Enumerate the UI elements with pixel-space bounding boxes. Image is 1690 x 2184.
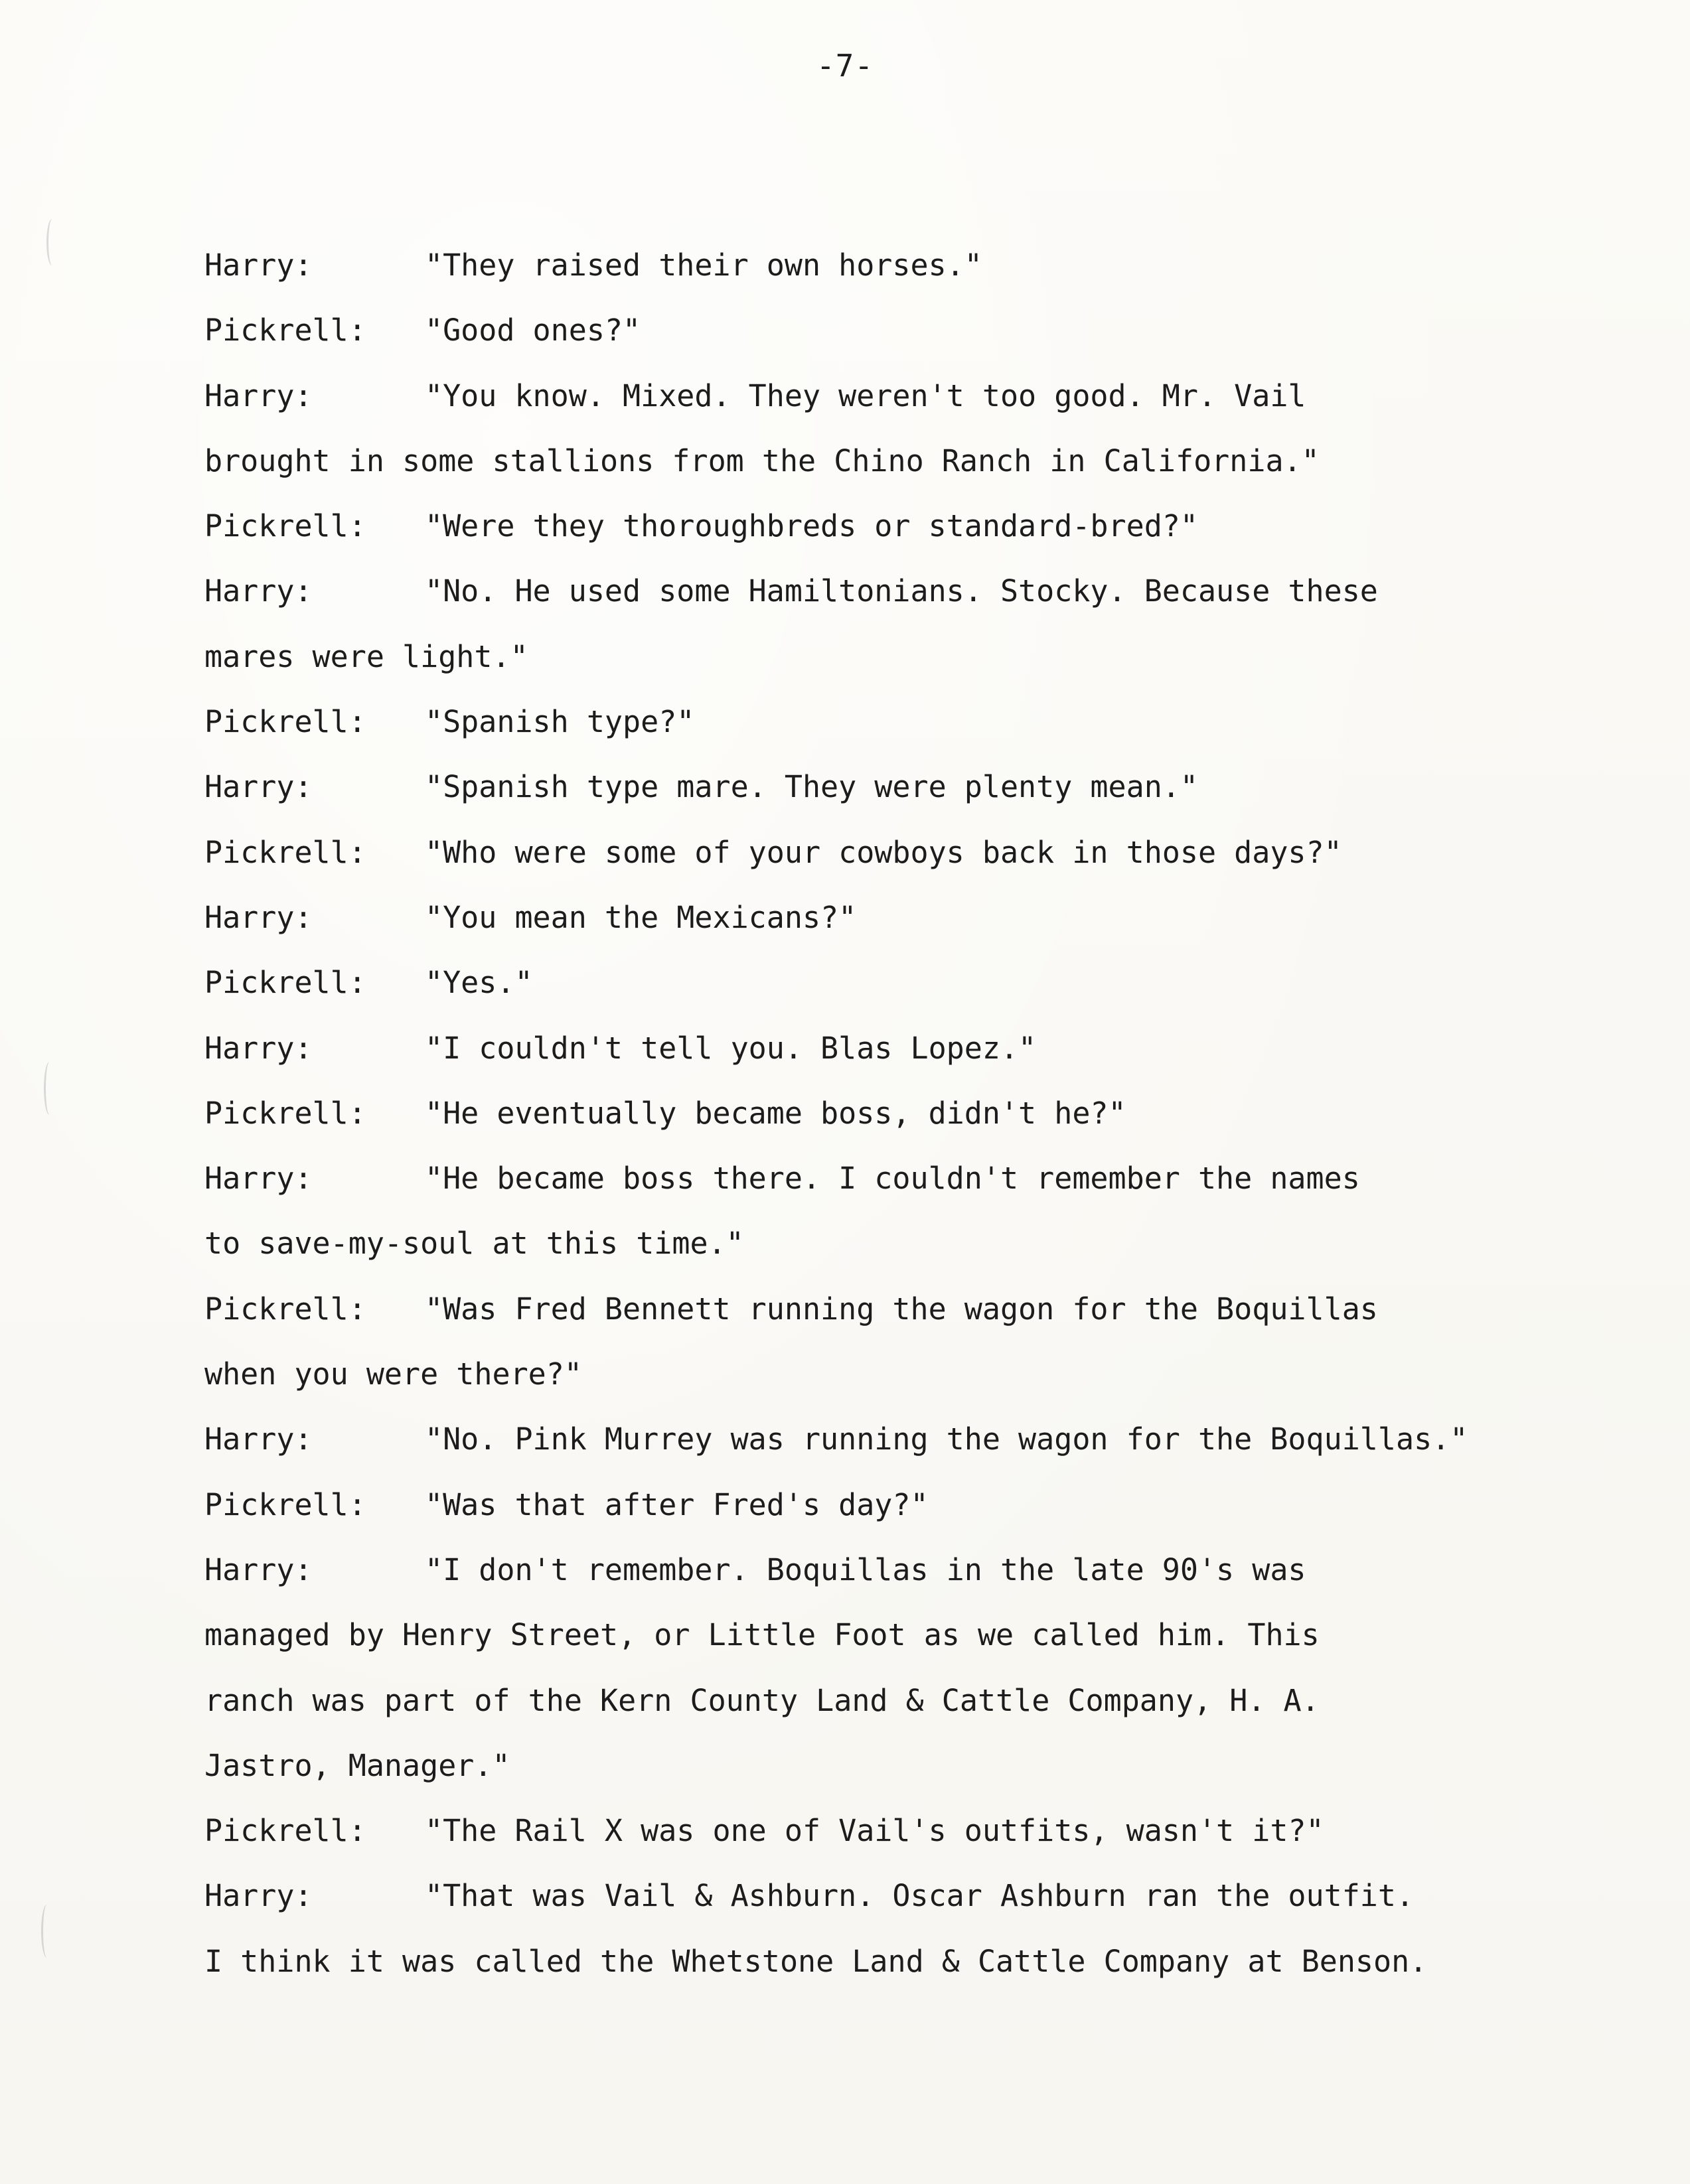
transcript-line [204, 1619, 1652, 1684]
speaker-label: Harry: [204, 1030, 313, 1066]
transcript-line [204, 1554, 1652, 1619]
line-text: "That was Vail & Ashburn. Oscar Ashburn ran the outfit. [425, 1878, 1415, 1914]
speaker-label: Harry: [204, 1161, 313, 1197]
speaker-label: Pickrell: [204, 834, 366, 870]
speaker-label: Harry: [204, 899, 313, 935]
speaker-label: Pickrell: [204, 1291, 366, 1327]
transcript-line [204, 380, 1652, 445]
paper-edge-mark [41, 1905, 52, 1958]
transcript-line [204, 1879, 1652, 1944]
line-text: "No. Pink Murrey was running the wagon for the Boquillas." [425, 1421, 1468, 1457]
paper-edge-mark [46, 219, 58, 265]
line-text: when you were there?" [204, 1356, 582, 1392]
speaker-label: Pickrell: [204, 1813, 366, 1849]
line-text: "Spanish type mare. They were plenty mean." [425, 769, 1198, 805]
transcript-line [204, 1358, 1652, 1423]
speaker-label: Pickrell: [204, 1095, 366, 1131]
speaker-label: Harry: [204, 769, 313, 805]
transcript-line [204, 1749, 1652, 1814]
speaker-label: Pickrell: [204, 704, 366, 740]
transcript-line [204, 445, 1652, 510]
line-text: mares were light." [204, 638, 528, 674]
line-text: "Good ones?" [425, 313, 641, 348]
line-text: to save-my-soul at this time." [204, 1226, 744, 1262]
line-text: "Yes." [425, 965, 533, 1001]
speaker-label: Harry: [204, 248, 313, 283]
speaker-label: Harry: [204, 1552, 313, 1587]
paper-edge-mark [44, 1062, 55, 1115]
line-text: "The Rail X was one of Vail's outfits, wasn't it?" [425, 1813, 1324, 1849]
transcript-line [204, 1162, 1652, 1227]
transcript-line [204, 836, 1652, 901]
speaker-label: Pickrell: [204, 313, 366, 348]
line-text: I think it was called the Whetstone Land & Cattle Company at Benson. [204, 1943, 1428, 1979]
line-text: "They raised their own horses." [425, 248, 982, 283]
speaker-label: Harry: [204, 378, 313, 413]
speaker-label: Pickrell: [204, 508, 366, 544]
line-text: "Was that after Fred's day?" [425, 1487, 929, 1522]
transcript-line [204, 575, 1652, 640]
line-text: "Was Fred Bennett running the wagon for the Boquillas [425, 1291, 1378, 1327]
transcript-line [204, 1097, 1652, 1162]
speaker-label: Pickrell: [204, 965, 366, 1001]
transcript-line [204, 901, 1652, 966]
transcript-line [204, 1293, 1652, 1358]
line-text: "Who were some of your cowboys back in those days?" [425, 834, 1342, 870]
transcript-line [204, 1684, 1652, 1749]
line-text: brought in some stallions from the Chino Ranch in California." [204, 443, 1320, 478]
line-text: "Spanish type?" [425, 704, 695, 740]
line-text: "You know. Mixed. They weren't too good. Mr. Vail [425, 378, 1306, 413]
line-text: Jastro, Manager." [204, 1747, 510, 1783]
transcript-line [204, 966, 1652, 1031]
speaker-label: Harry: [204, 1878, 313, 1914]
transcript-line [204, 1032, 1652, 1097]
line-text: managed by Henry Street, or Little Foot as we called him. This [204, 1617, 1320, 1653]
speaker-label: Harry: [204, 573, 313, 609]
line-text: "No. He used some Hamiltonians. Stocky. Because these [425, 573, 1378, 609]
page-number: -7- [816, 48, 874, 84]
transcript-line [204, 314, 1652, 379]
transcript-line [204, 640, 1652, 705]
transcript-line [204, 1945, 1652, 2010]
transcript-line [204, 705, 1652, 770]
speaker-label: Pickrell: [204, 1487, 366, 1522]
interview-transcript [204, 249, 1652, 2010]
transcript-line [204, 249, 1652, 314]
transcript-line [204, 1489, 1652, 1554]
line-text: "You mean the Mexicans?" [425, 899, 857, 935]
transcript-line [204, 770, 1652, 836]
speaker-label: Harry: [204, 1421, 313, 1457]
line-text: "I couldn't tell you. Blas Lopez." [425, 1030, 1037, 1066]
line-text: ranch was part of the Kern County Land & Cattle Company, H. A. [204, 1682, 1320, 1718]
line-text: "I don't remember. Boquillas in the late 90's was [425, 1552, 1306, 1587]
transcript-line [204, 1227, 1652, 1292]
transcript-line [204, 1814, 1652, 1879]
transcript-line [204, 1423, 1652, 1488]
line-text: "He eventually became boss, didn't he?" [425, 1095, 1126, 1131]
line-text: "Were they thoroughbreds or standard-bred?" [425, 508, 1198, 544]
transcript-line [204, 510, 1652, 575]
line-text: "He became boss there. I couldn't remember the names [425, 1161, 1360, 1197]
